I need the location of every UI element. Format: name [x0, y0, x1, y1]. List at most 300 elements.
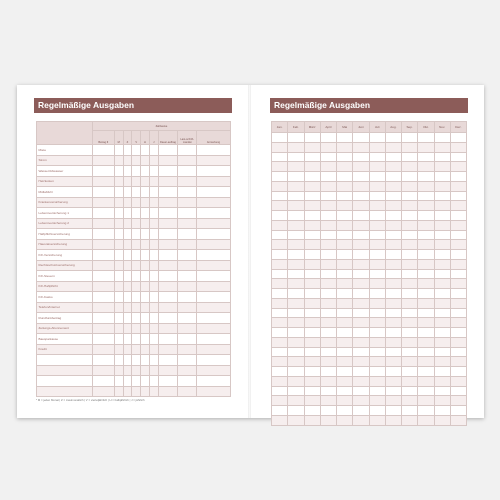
entry-cell[interactable]	[369, 308, 385, 318]
entry-cell[interactable]	[320, 269, 336, 279]
entry-cell[interactable]	[196, 323, 230, 334]
entry-cell[interactable]	[158, 145, 178, 156]
entry-cell[interactable]	[434, 386, 450, 396]
entry-cell[interactable]	[178, 292, 197, 303]
entry-cell[interactable]	[132, 323, 141, 334]
entry-cell[interactable]	[418, 191, 434, 201]
entry-cell[interactable]	[385, 337, 401, 347]
entry-cell[interactable]	[353, 220, 369, 230]
entry-cell[interactable]	[320, 386, 336, 396]
entry-cell[interactable]	[92, 376, 114, 387]
entry-cell[interactable]	[178, 145, 197, 156]
entry-cell[interactable]	[320, 259, 336, 269]
entry-cell[interactable]	[385, 240, 401, 250]
entry-cell[interactable]	[402, 367, 418, 377]
entry-cell[interactable]	[304, 279, 320, 289]
entry-cell[interactable]	[304, 230, 320, 240]
entry-cell[interactable]	[92, 208, 114, 219]
entry-cell[interactable]	[272, 133, 288, 143]
entry-cell[interactable]	[123, 176, 132, 187]
entry-cell[interactable]	[272, 357, 288, 367]
entry-cell[interactable]	[402, 386, 418, 396]
entry-cell[interactable]	[402, 298, 418, 308]
entry-cell[interactable]	[149, 313, 158, 324]
entry-cell[interactable]	[337, 133, 353, 143]
entry-cell[interactable]	[158, 250, 178, 261]
entry-cell[interactable]	[369, 279, 385, 289]
entry-cell[interactable]	[288, 211, 304, 221]
entry-cell[interactable]	[385, 259, 401, 269]
entry-cell[interactable]	[132, 292, 141, 303]
entry-cell[interactable]	[337, 172, 353, 182]
entry-cell[interactable]	[320, 133, 336, 143]
entry-cell[interactable]	[337, 318, 353, 328]
entry-cell[interactable]	[158, 197, 178, 208]
entry-cell[interactable]	[178, 187, 197, 198]
entry-cell[interactable]	[385, 415, 401, 425]
entry-cell[interactable]	[272, 172, 288, 182]
entry-cell[interactable]	[304, 357, 320, 367]
entry-cell[interactable]	[158, 313, 178, 324]
entry-cell[interactable]	[337, 328, 353, 338]
entry-cell[interactable]	[304, 376, 320, 386]
entry-cell[interactable]	[353, 289, 369, 299]
entry-cell[interactable]	[385, 367, 401, 377]
entry-cell[interactable]	[141, 218, 150, 229]
entry-cell[interactable]	[288, 357, 304, 367]
entry-cell[interactable]	[272, 181, 288, 191]
entry-cell[interactable]	[353, 386, 369, 396]
entry-cell[interactable]	[434, 211, 450, 221]
entry-cell[interactable]	[369, 298, 385, 308]
entry-cell[interactable]	[304, 298, 320, 308]
entry-cell[interactable]	[141, 250, 150, 261]
entry-cell[interactable]	[337, 367, 353, 377]
entry-cell[interactable]	[272, 230, 288, 240]
entry-cell[interactable]	[158, 344, 178, 355]
entry-cell[interactable]	[141, 166, 150, 177]
entry-cell[interactable]	[385, 406, 401, 416]
entry-cell[interactable]	[149, 302, 158, 313]
entry-cell[interactable]	[272, 406, 288, 416]
entry-cell[interactable]	[123, 155, 132, 166]
entry-cell[interactable]	[450, 396, 466, 406]
entry-cell[interactable]	[418, 250, 434, 260]
entry-cell[interactable]	[450, 152, 466, 162]
entry-cell[interactable]	[158, 187, 178, 198]
entry-cell[interactable]	[434, 133, 450, 143]
entry-cell[interactable]	[304, 289, 320, 299]
entry-cell[interactable]	[288, 172, 304, 182]
entry-cell[interactable]	[418, 415, 434, 425]
entry-cell[interactable]	[418, 259, 434, 269]
entry-cell[interactable]	[369, 259, 385, 269]
entry-cell[interactable]	[123, 292, 132, 303]
entry-cell[interactable]	[353, 415, 369, 425]
entry-cell[interactable]	[158, 281, 178, 292]
entry-cell[interactable]	[418, 289, 434, 299]
entry-cell[interactable]	[288, 152, 304, 162]
entry-cell[interactable]	[418, 181, 434, 191]
entry-cell[interactable]	[158, 166, 178, 177]
entry-cell[interactable]	[402, 250, 418, 260]
entry-cell[interactable]	[141, 302, 150, 313]
entry-cell[interactable]	[196, 271, 230, 282]
entry-cell[interactable]	[434, 152, 450, 162]
entry-cell[interactable]	[196, 334, 230, 345]
entry-cell[interactable]	[114, 281, 123, 292]
entry-cell[interactable]	[149, 166, 158, 177]
entry-cell[interactable]	[434, 337, 450, 347]
entry-cell[interactable]	[288, 406, 304, 416]
entry-cell[interactable]	[132, 271, 141, 282]
entry-cell[interactable]	[196, 344, 230, 355]
entry-cell[interactable]	[434, 376, 450, 386]
entry-cell[interactable]	[418, 396, 434, 406]
entry-cell[interactable]	[418, 230, 434, 240]
entry-cell[interactable]	[141, 208, 150, 219]
entry-cell[interactable]	[450, 318, 466, 328]
entry-cell[interactable]	[369, 201, 385, 211]
entry-cell[interactable]	[123, 386, 132, 397]
entry-cell[interactable]	[353, 172, 369, 182]
entry-cell[interactable]	[114, 239, 123, 250]
entry-cell[interactable]	[272, 318, 288, 328]
entry-cell[interactable]	[272, 269, 288, 279]
entry-cell[interactable]	[434, 308, 450, 318]
entry-cell[interactable]	[288, 367, 304, 377]
entry-cell[interactable]	[149, 386, 158, 397]
entry-cell[interactable]	[141, 197, 150, 208]
entry-cell[interactable]	[320, 298, 336, 308]
entry-cell[interactable]	[178, 260, 197, 271]
entry-cell[interactable]	[434, 396, 450, 406]
entry-cell[interactable]	[132, 355, 141, 366]
entry-cell[interactable]	[320, 406, 336, 416]
entry-cell[interactable]	[353, 406, 369, 416]
entry-cell[interactable]	[450, 415, 466, 425]
entry-cell[interactable]	[304, 162, 320, 172]
entry-cell[interactable]	[132, 145, 141, 156]
entry-cell[interactable]	[149, 365, 158, 376]
entry-cell[interactable]	[149, 323, 158, 334]
entry-cell[interactable]	[158, 365, 178, 376]
entry-cell[interactable]	[288, 201, 304, 211]
entry-cell[interactable]	[132, 365, 141, 376]
entry-cell[interactable]	[450, 269, 466, 279]
entry-cell[interactable]	[320, 250, 336, 260]
entry-cell[interactable]	[132, 197, 141, 208]
entry-cell[interactable]	[288, 376, 304, 386]
entry-cell[interactable]	[149, 344, 158, 355]
entry-cell[interactable]	[385, 318, 401, 328]
entry-cell[interactable]	[385, 220, 401, 230]
entry-cell[interactable]	[369, 191, 385, 201]
entry-cell[interactable]	[385, 386, 401, 396]
entry-cell[interactable]	[353, 347, 369, 357]
entry-cell[interactable]	[450, 259, 466, 269]
entry-cell[interactable]	[272, 152, 288, 162]
entry-cell[interactable]	[320, 328, 336, 338]
entry-cell[interactable]	[450, 162, 466, 172]
entry-cell[interactable]	[92, 155, 114, 166]
entry-cell[interactable]	[158, 176, 178, 187]
entry-cell[interactable]	[385, 181, 401, 191]
entry-cell[interactable]	[402, 376, 418, 386]
entry-cell[interactable]	[369, 181, 385, 191]
entry-cell[interactable]	[196, 155, 230, 166]
entry-cell[interactable]	[178, 334, 197, 345]
entry-cell[interactable]	[320, 415, 336, 425]
entry-cell[interactable]	[402, 240, 418, 250]
entry-cell[interactable]	[337, 220, 353, 230]
entry-cell[interactable]	[402, 230, 418, 240]
entry-cell[interactable]	[385, 347, 401, 357]
entry-cell[interactable]	[178, 355, 197, 366]
entry-cell[interactable]	[369, 328, 385, 338]
entry-cell[interactable]	[178, 166, 197, 177]
entry-cell[interactable]	[123, 229, 132, 240]
entry-cell[interactable]	[141, 323, 150, 334]
entry-cell[interactable]	[132, 302, 141, 313]
entry-cell[interactable]	[402, 181, 418, 191]
entry-cell[interactable]	[114, 218, 123, 229]
entry-cell[interactable]	[418, 269, 434, 279]
entry-cell[interactable]	[272, 250, 288, 260]
entry-cell[interactable]	[272, 142, 288, 152]
entry-cell[interactable]	[402, 406, 418, 416]
entry-cell[interactable]	[320, 337, 336, 347]
entry-cell[interactable]	[369, 406, 385, 416]
entry-cell[interactable]	[337, 181, 353, 191]
entry-cell[interactable]	[402, 396, 418, 406]
entry-cell[interactable]	[92, 229, 114, 240]
entry-cell[interactable]	[450, 211, 466, 221]
entry-cell[interactable]	[123, 145, 132, 156]
entry-cell[interactable]	[385, 133, 401, 143]
entry-cell[interactable]	[288, 230, 304, 240]
entry-cell[interactable]	[337, 308, 353, 318]
entry-cell[interactable]	[402, 347, 418, 357]
entry-cell[interactable]	[418, 201, 434, 211]
entry-cell[interactable]	[272, 386, 288, 396]
entry-cell[interactable]	[369, 337, 385, 347]
entry-cell[interactable]	[434, 318, 450, 328]
entry-cell[interactable]	[418, 376, 434, 386]
entry-cell[interactable]	[304, 181, 320, 191]
entry-cell[interactable]	[92, 323, 114, 334]
entry-cell[interactable]	[92, 344, 114, 355]
entry-cell[interactable]	[114, 302, 123, 313]
entry-cell[interactable]	[132, 239, 141, 250]
entry-cell[interactable]	[123, 239, 132, 250]
entry-cell[interactable]	[320, 367, 336, 377]
entry-cell[interactable]	[320, 201, 336, 211]
entry-cell[interactable]	[141, 281, 150, 292]
entry-cell[interactable]	[158, 239, 178, 250]
entry-cell[interactable]	[132, 313, 141, 324]
entry-cell[interactable]	[114, 313, 123, 324]
entry-cell[interactable]	[434, 367, 450, 377]
entry-cell[interactable]	[304, 347, 320, 357]
entry-cell[interactable]	[434, 259, 450, 269]
entry-cell[interactable]	[353, 396, 369, 406]
entry-cell[interactable]	[272, 376, 288, 386]
entry-cell[interactable]	[196, 176, 230, 187]
entry-cell[interactable]	[320, 357, 336, 367]
entry-cell[interactable]	[141, 344, 150, 355]
entry-cell[interactable]	[320, 172, 336, 182]
entry-cell[interactable]	[385, 308, 401, 318]
entry-cell[interactable]	[369, 367, 385, 377]
entry-cell[interactable]	[369, 386, 385, 396]
entry-cell[interactable]	[304, 240, 320, 250]
entry-cell[interactable]	[304, 318, 320, 328]
entry-cell[interactable]	[149, 260, 158, 271]
entry-cell[interactable]	[369, 152, 385, 162]
entry-cell[interactable]	[353, 152, 369, 162]
entry-cell[interactable]	[304, 211, 320, 221]
entry-cell[interactable]	[149, 218, 158, 229]
entry-cell[interactable]	[304, 328, 320, 338]
entry-cell[interactable]	[92, 271, 114, 282]
entry-cell[interactable]	[178, 271, 197, 282]
entry-cell[interactable]	[434, 279, 450, 289]
entry-cell[interactable]	[434, 298, 450, 308]
entry-cell[interactable]	[418, 328, 434, 338]
entry-cell[interactable]	[196, 250, 230, 261]
entry-cell[interactable]	[288, 386, 304, 396]
entry-cell[interactable]	[149, 145, 158, 156]
entry-cell[interactable]	[434, 191, 450, 201]
entry-cell[interactable]	[418, 367, 434, 377]
entry-cell[interactable]	[304, 367, 320, 377]
entry-cell[interactable]	[418, 279, 434, 289]
entry-cell[interactable]	[402, 357, 418, 367]
entry-cell[interactable]	[353, 337, 369, 347]
entry-cell[interactable]	[158, 334, 178, 345]
entry-cell[interactable]	[178, 386, 197, 397]
entry-cell[interactable]	[304, 406, 320, 416]
entry-cell[interactable]	[353, 279, 369, 289]
entry-cell[interactable]	[320, 347, 336, 357]
entry-cell[interactable]	[178, 250, 197, 261]
entry-cell[interactable]	[337, 269, 353, 279]
entry-cell[interactable]	[418, 337, 434, 347]
entry-cell[interactable]	[353, 259, 369, 269]
entry-cell[interactable]	[450, 328, 466, 338]
entry-cell[interactable]	[92, 166, 114, 177]
entry-cell[interactable]	[402, 269, 418, 279]
entry-cell[interactable]	[123, 302, 132, 313]
entry-cell[interactable]	[385, 152, 401, 162]
entry-cell[interactable]	[132, 386, 141, 397]
entry-cell[interactable]	[288, 347, 304, 357]
entry-cell[interactable]	[158, 323, 178, 334]
entry-cell[interactable]	[272, 337, 288, 347]
entry-cell[interactable]	[369, 162, 385, 172]
entry-cell[interactable]	[114, 365, 123, 376]
entry-cell[interactable]	[123, 250, 132, 261]
entry-cell[interactable]	[178, 155, 197, 166]
entry-cell[interactable]	[132, 166, 141, 177]
entry-cell[interactable]	[141, 239, 150, 250]
entry-cell[interactable]	[288, 142, 304, 152]
entry-cell[interactable]	[353, 201, 369, 211]
entry-cell[interactable]	[320, 308, 336, 318]
entry-cell[interactable]	[385, 142, 401, 152]
entry-cell[interactable]	[434, 347, 450, 357]
entry-cell[interactable]	[304, 152, 320, 162]
entry-cell[interactable]	[385, 396, 401, 406]
entry-cell[interactable]	[196, 313, 230, 324]
entry-cell[interactable]	[434, 250, 450, 260]
entry-cell[interactable]	[149, 271, 158, 282]
entry-cell[interactable]	[353, 376, 369, 386]
entry-cell[interactable]	[450, 337, 466, 347]
entry-cell[interactable]	[288, 133, 304, 143]
entry-cell[interactable]	[123, 271, 132, 282]
entry-cell[interactable]	[434, 172, 450, 182]
entry-cell[interactable]	[123, 187, 132, 198]
entry-cell[interactable]	[141, 260, 150, 271]
entry-cell[interactable]	[196, 292, 230, 303]
entry-cell[interactable]	[402, 337, 418, 347]
entry-cell[interactable]	[450, 367, 466, 377]
entry-cell[interactable]	[178, 239, 197, 250]
entry-cell[interactable]	[385, 172, 401, 182]
entry-cell[interactable]	[178, 323, 197, 334]
entry-cell[interactable]	[178, 229, 197, 240]
entry-cell[interactable]	[369, 376, 385, 386]
entry-cell[interactable]	[304, 259, 320, 269]
entry-cell[interactable]	[434, 201, 450, 211]
entry-cell[interactable]	[418, 240, 434, 250]
entry-cell[interactable]	[196, 197, 230, 208]
entry-cell[interactable]	[385, 230, 401, 240]
entry-cell[interactable]	[114, 155, 123, 166]
entry-cell[interactable]	[196, 302, 230, 313]
entry-cell[interactable]	[141, 292, 150, 303]
entry-cell[interactable]	[123, 281, 132, 292]
entry-cell[interactable]	[132, 281, 141, 292]
entry-cell[interactable]	[402, 211, 418, 221]
entry-cell[interactable]	[149, 239, 158, 250]
entry-cell[interactable]	[385, 357, 401, 367]
entry-cell[interactable]	[92, 218, 114, 229]
entry-cell[interactable]	[141, 313, 150, 324]
entry-cell[interactable]	[337, 386, 353, 396]
entry-cell[interactable]	[123, 355, 132, 366]
entry-cell[interactable]	[337, 240, 353, 250]
entry-cell[interactable]	[450, 230, 466, 240]
entry-cell[interactable]	[369, 172, 385, 182]
entry-cell[interactable]	[272, 415, 288, 425]
entry-cell[interactable]	[158, 155, 178, 166]
entry-cell[interactable]	[320, 279, 336, 289]
entry-cell[interactable]	[418, 162, 434, 172]
entry-cell[interactable]	[178, 344, 197, 355]
entry-cell[interactable]	[385, 269, 401, 279]
entry-cell[interactable]	[418, 386, 434, 396]
entry-cell[interactable]	[272, 162, 288, 172]
entry-cell[interactable]	[353, 240, 369, 250]
entry-cell[interactable]	[320, 191, 336, 201]
entry-cell[interactable]	[114, 176, 123, 187]
entry-cell[interactable]	[92, 355, 114, 366]
entry-cell[interactable]	[320, 318, 336, 328]
entry-cell[interactable]	[402, 201, 418, 211]
